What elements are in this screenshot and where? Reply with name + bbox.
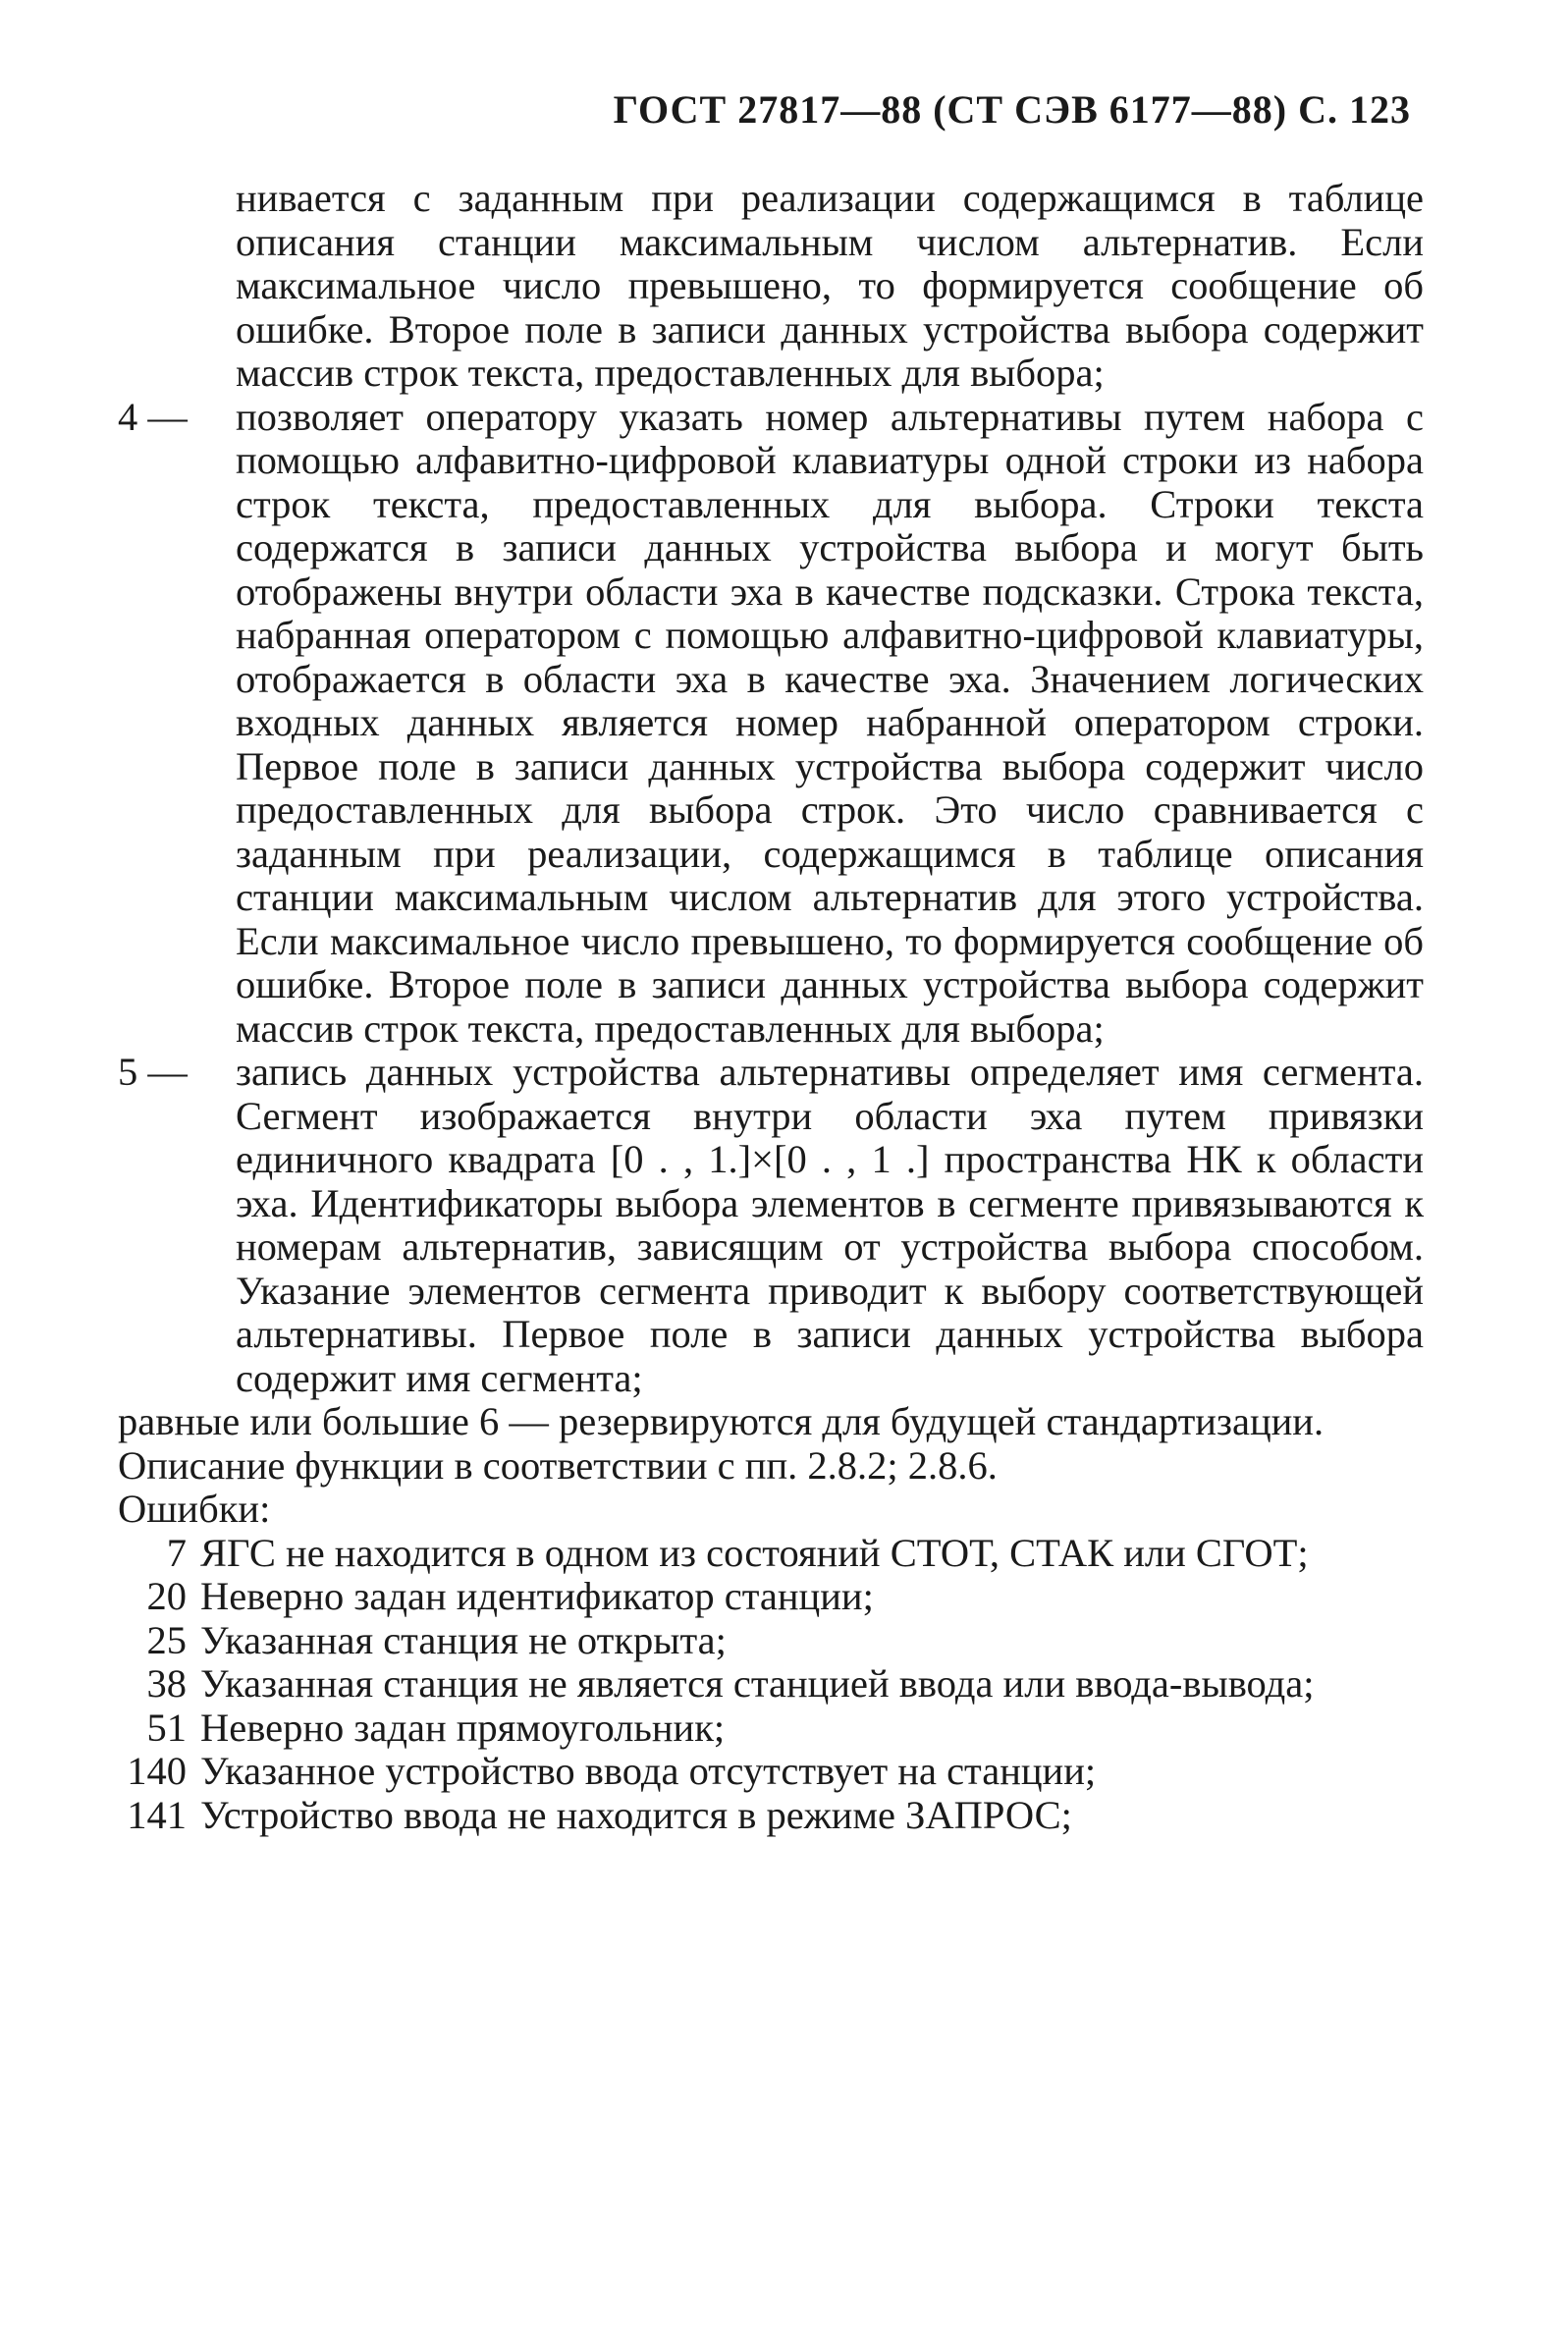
continuation-paragraph: нивается с заданным при реализации содержащимся в таблице описания станции максимальным числом альтернатив. Если максимальное число превышено, то формируется сообщение об ошибке. Второе поле в записи данных устройства выбора содержит массив строк текста, предоставленных для выбора; (236, 176, 1424, 395)
errors-heading: Ошибки: (118, 1487, 271, 1531)
page-header: ГОСТ 27817—88 (СТ СЭВ 6177—88) С. 123 (613, 87, 1411, 132)
error-row (118, 1662, 1424, 1707)
document-body (118, 177, 1424, 1837)
list-item-5 (118, 1051, 1424, 1400)
error-row (118, 1532, 1424, 1576)
error-text: Указанная станция не открыта; (200, 1617, 727, 1662)
reserved-values-note (118, 1400, 1424, 1444)
error-code: 7 (166, 1530, 187, 1575)
error-text: Неверно задан прямоугольник; (200, 1705, 726, 1750)
error-row (118, 1575, 1424, 1619)
error-code: 141 (127, 1792, 187, 1837)
error-row (118, 1619, 1424, 1663)
list-item-4 (118, 396, 1424, 1052)
error-code: 25 (146, 1617, 187, 1662)
list-item-text: запись данных устройства альтернативы определяет имя сегмента. Сегмент изображается внутри области эха путем привязки единичного квадрата [0 . , 1.]×[0 . , 1 .] пространства НК к области эха. Идентификаторы выбора элементов в сегменте привязываются к номерам альтернатив, зависящим от устройства выбора способом. Указание элементов сегмента приводит к выбору соответствующей альтернативы. Первое поле в записи данных устройства выбора содержит имя сегмента; (236, 1050, 1424, 1400)
error-code: 140 (127, 1749, 187, 1793)
list-item-number: 4 — (118, 394, 188, 439)
error-row (118, 1794, 1424, 1838)
error-text: Указанная станция не является станцией ввода или ввода-вывода; (200, 1661, 1315, 1706)
error-code: 38 (146, 1661, 187, 1706)
error-text: ЯГС не находится в одном из состояний СТОТ, СТАК или СГОТ; (200, 1530, 1309, 1575)
error-code: 51 (146, 1705, 187, 1750)
error-row (118, 1750, 1424, 1794)
error-text: Указанное устройство ввода отсутствует на станции; (200, 1749, 1097, 1793)
error-code: 20 (146, 1574, 187, 1618)
errors-list (118, 1532, 1424, 1838)
error-text: Устройство ввода не находится в режиме ЗАПРОС; (200, 1792, 1072, 1837)
list-item-text: позволяет оператору указать номер альтернативы путем набора с помощью алфавитно-цифровой клавиатуры одной строки из набора строк текста, предоставленных для выбора. Строки текста содержатся в записи данных устройства выбора и могут быть отображены внутри области эха в качестве подсказки. Строка текста, набранная оператором с помощью алфавитно-цифровой клавиатуры, отображается в области эха в качестве эха. Значением логических входных данных является номер набранной оператором строки. Первое поле в записи данных устройства выбора содержит число предоставленных для выбора строк. Это число сравнивается с заданным при реализации, содержащимся в таблице описания станции максимальным числом альтернатив для этого устройства. Если максимальное число превышено, то формируется сообщение об ошибке. Второе поле в записи данных устройства выбора содержит массив строк текста, предоставленных для выбора; (236, 394, 1424, 1051)
list-item-number: 5 — (118, 1050, 188, 1094)
error-text: Неверно задан идентификатор станции; (200, 1574, 874, 1618)
reserved-text: равные или большие 6 — резервируются для будущей стандартизации. (118, 1399, 1325, 1443)
function-description: Описание функции в соответствии с пп. 2.8.2; 2.8.6. (118, 1442, 998, 1488)
error-row (118, 1707, 1424, 1751)
